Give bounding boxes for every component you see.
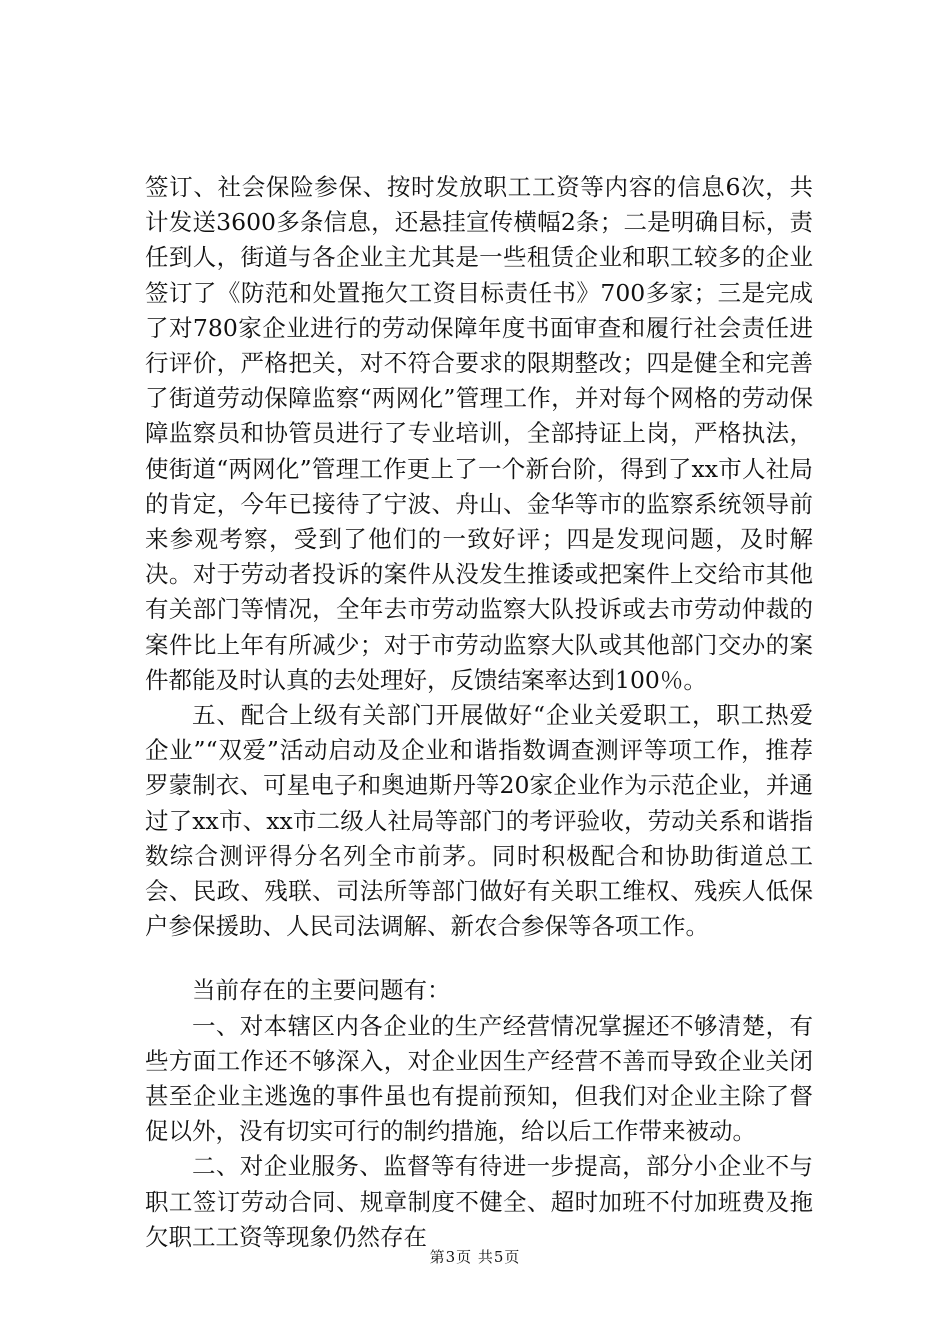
- page-number-footer: 第3页 共5页: [429, 1248, 521, 1266]
- section-heading-problems: 当前存在的主要问题有：: [192, 976, 451, 1005]
- paragraph-problem-two: 二、对企业服务、监督等有待进一步提高，部分小企业不与职工签订劳动合同、规章制度不健全、超时加班不付加班费及拖欠职工工资等现象仍然存在: [145, 1152, 813, 1251]
- paragraph-item-five: 五、配合上级有关部门开展做好“企业关爱职工，职工热爱企业”“双爱”活动启动及企业和谐指数调查测评等项工作，推荐罗蒙制衣、可星电子和奥迪斯丹等20家企业作为示范企业，并通过了xx市、xx市二级人社局等部门的考评验收，劳动关系和谐指数综合测评得分名列全市前茅。同时积极配合和协助街道总工会、民政、残联、司法所等部门做好有关职工维权、残疾人低保户参保援助、人民司法调解、新农合参保等各项工作。: [145, 701, 813, 941]
- paragraph-continuation: 签订、社会保险参保、按时发放职工工资等内容的信息6次，共计发送3600多条信息，还悬挂宣传横幅2条；二是明确目标，责任到人，街道与各企业主尤其是一些租赁企业和职工较多的企业签订了《防范和处置拖欠工资目标责任书》700多家；三是完成了对780家企业进行的劳动保障年度书面审查和履行社会责任进行评价，严格把关，对不符合要求的限期整改；四是健全和完善了街道劳动保障监察“两网化”管理工作，并对每个网格的劳动保障监察员和协管员进行了专业培训，全部持证上岗，严格执法，使街道“两网化”管理工作更上了一个新台阶，得到了xx市人社局的肯定，今年已接待了宁波、舟山、金华等市的监察系统领导前来参观考察，受到了他们的一致好评；四是发现问题，及时解决。对于劳动者投诉的案件从没发生推诿或把案件上交给市其他有关部门等情况，全年去市劳动监察大队投诉或去市劳动仲裁的案件比上年有所减少；对于市劳动监察大队或其他部门交办的案件都能及时认真的去处理好，反馈结案率达到100％。: [145, 173, 813, 694]
- paragraph-problem-one: 一、对本辖区内各企业的生产经营情况掌握还不够清楚，有些方面工作还不够深入，对企业因生产经营不善而导致企业关闭甚至企业主逃逸的事件虽也有提前预知，但我们对企业主除了督促以外，没有切实可行的制约措施，给以后工作带来被动。: [145, 1011, 813, 1146]
- document-body: [145, 170, 813, 1255]
